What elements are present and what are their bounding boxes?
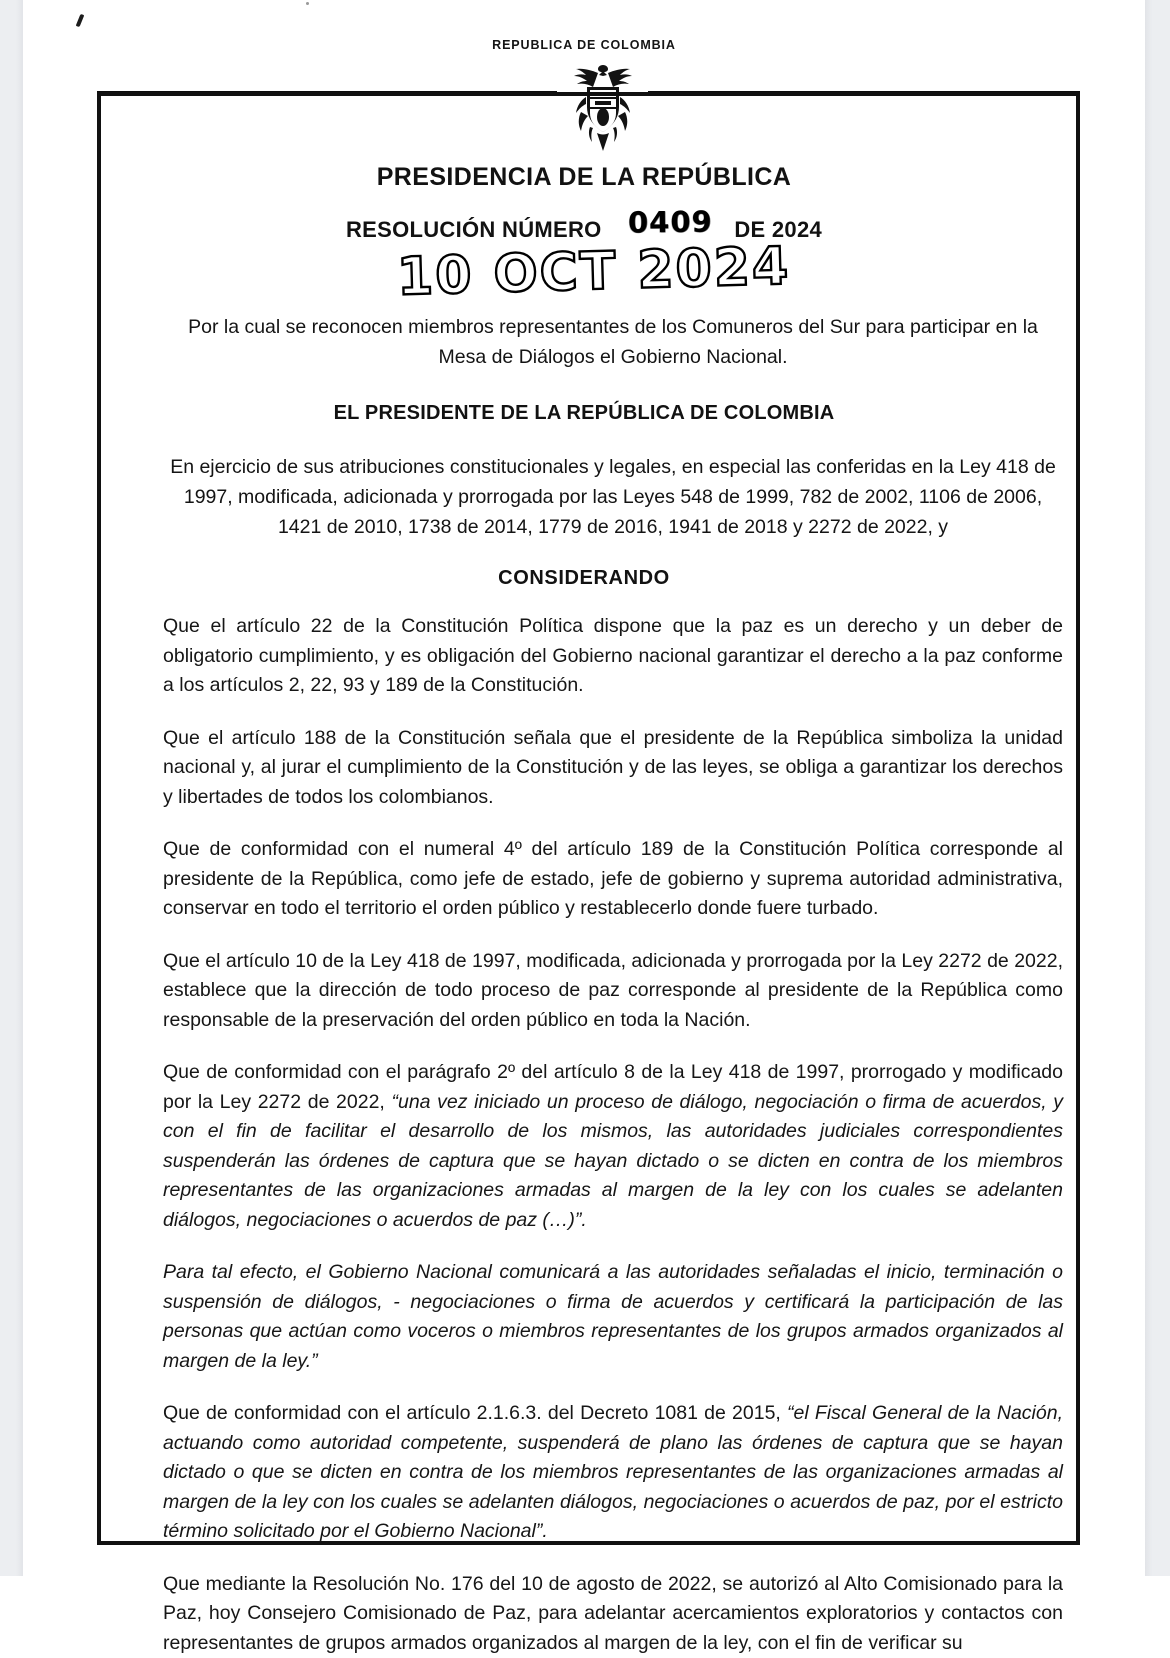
paragraph-considerando-para-tal-efecto: Para tal efecto, el Gobierno Nacional comunicará a las autoridades señaladas el inicio, terminación o suspensión de diálogos, - negociaciones o firma de acuerdos y certificará la participación de las personas que actúan como voceros o miembros representantes de los grupos armados organizados al margen de la ley.” — [163, 1258, 1063, 1376]
document-page — [23, 0, 1145, 1576]
paragraph-considerando-resolucion-176: Que mediante la Resolución No. 176 del 10 de agosto de 2022, se autorizó al Alto Comisionado para la Paz, hoy Consejero Comisionado de Paz, para adelantar acercamientos exploratorios y contactos con representantes de grupos armados organizados al margen de la ley, con el fin de verificar su — [163, 1570, 1063, 1658]
ink-mark — [76, 14, 85, 28]
paragraph-considerando-art-189: Que de conformidad con el numeral 4º del artículo 189 de la Constitución Política corresponde al presidente de la República, como jefe de estado, jefe de gobierno y suprema autoridad administrativa, conservar en todo el territorio el orden público y restablecerlo donde fuere turbado. — [163, 835, 1063, 924]
resolution-year-label: DE 2024 — [734, 217, 822, 242]
resolution-number-line — [23, 210, 1145, 244]
paragraph-considerando-decreto-1081 — [163, 1399, 1063, 1547]
paragraph-quoted-text: “el Fiscal General de la Nación, actuando como autoridad competente, suspenderá de plano las órdenes de captura que se hayan dictado o que se dicten en contra de los miembros representantes de las organizaciones armadas al margen de la ley con los cuales se adelanten diálogos, negociaciones o acuerdos de paz, por el estricto término solicitado por el Gobierno Nacional”. — [163, 1402, 1063, 1542]
resolution-number-stamp: 0409 — [627, 205, 712, 240]
viewer-gutter-right — [1145, 0, 1170, 1576]
paragraph-lead-text: Que de conformidad con el parágrafo 2º del artículo 8 de la Ley 418 de 1997, prorrogado y modificado por la Ley 2272 de 2022, — [163, 1061, 1063, 1113]
paragraph-quoted-text: “una vez iniciado un proceso de diálogo, negociación o firma de acuerdos, y con el fin de facilitar el desarrollo de los mismos, las autoridades judiciales correspondientes suspenderán las órdenes de captura que se hayan dictado o se dicten en contra de los miembros representantes de las organizaciones armadas al margen de la ley con los cuales se adelanten diálogos, negociaciones o acuerdos de paz (…)”. — [163, 1091, 1063, 1231]
paragraph-lead-text: Que de conformidad con el artículo 2.1.6.3. del Decreto 1081 de 2015, — [163, 1402, 787, 1424]
paragraph-considerando-art-22: Que el artículo 22 de la Constitución Política dispone que la paz es un derecho y un deber de obligatorio cumplimiento, y es obligación del Gobierno nacional garantizar el derecho a la paz conforme a los artículos 2, 22, 93 y 189 de la Constitución. — [163, 612, 1063, 701]
date-stamp: 10 OCT 2024 — [397, 237, 792, 308]
institution-title: PRESIDENCIA DE LA REPÚBLICA — [23, 163, 1145, 192]
paragraph-considerando-paragrafo-2-art-8 — [163, 1058, 1063, 1235]
country-header: REPUBLICA DE COLOMBIA — [23, 38, 1145, 52]
scan-speck — [306, 2, 309, 5]
body-text-column — [163, 612, 1063, 1658]
paragraph-considerando-art-10-ley-418: Que el artículo 10 de la Ley 418 de 1997, modificada, adicionada y prorrogada por la Ley 2272 de 2022, establece que la dirección de todo proceso de paz corresponde al presidente de la República como responsable de la preservación del orden público en toda la Nación. — [163, 947, 1063, 1036]
viewer-gutter-left — [0, 0, 23, 1576]
considering-heading: CONSIDERANDO — [23, 567, 1145, 590]
issuer-heading: EL PRESIDENTE DE LA REPÚBLICA DE COLOMBIA — [23, 402, 1145, 425]
resolution-subtitle: Por la cual se reconocen miembros representantes de los Comuneros del Sur para participar en la Mesa de Diálogos el Gobierno Nacional. — [163, 312, 1063, 372]
paragraph-considerando-art-188: Que el artículo 188 de la Constitución señala que el presidente de la República simboliza la unidad nacional y, al jurar el cumplimiento de la Constitución y de las leyes, se obliga a garantizar los derechos y libertades de todos los colombianos. — [163, 724, 1063, 813]
resolution-label: RESOLUCIÓN NÚMERO — [346, 217, 602, 242]
date-stamp-wrapper — [23, 242, 1145, 302]
preamble-text: En ejercicio de sus atribuciones constitucionales y legales, en especial las conferidas en la Ley 418 de 1997, modificada, adicionada y prorrogada por las Leyes 548 de 1999, 782 de 2002, 1106 de 2006, 1421 de 2010, 1738 de 2014, 1779 de 2016, 1941 de 2018 y 2272 de 2022, y — [163, 452, 1063, 542]
